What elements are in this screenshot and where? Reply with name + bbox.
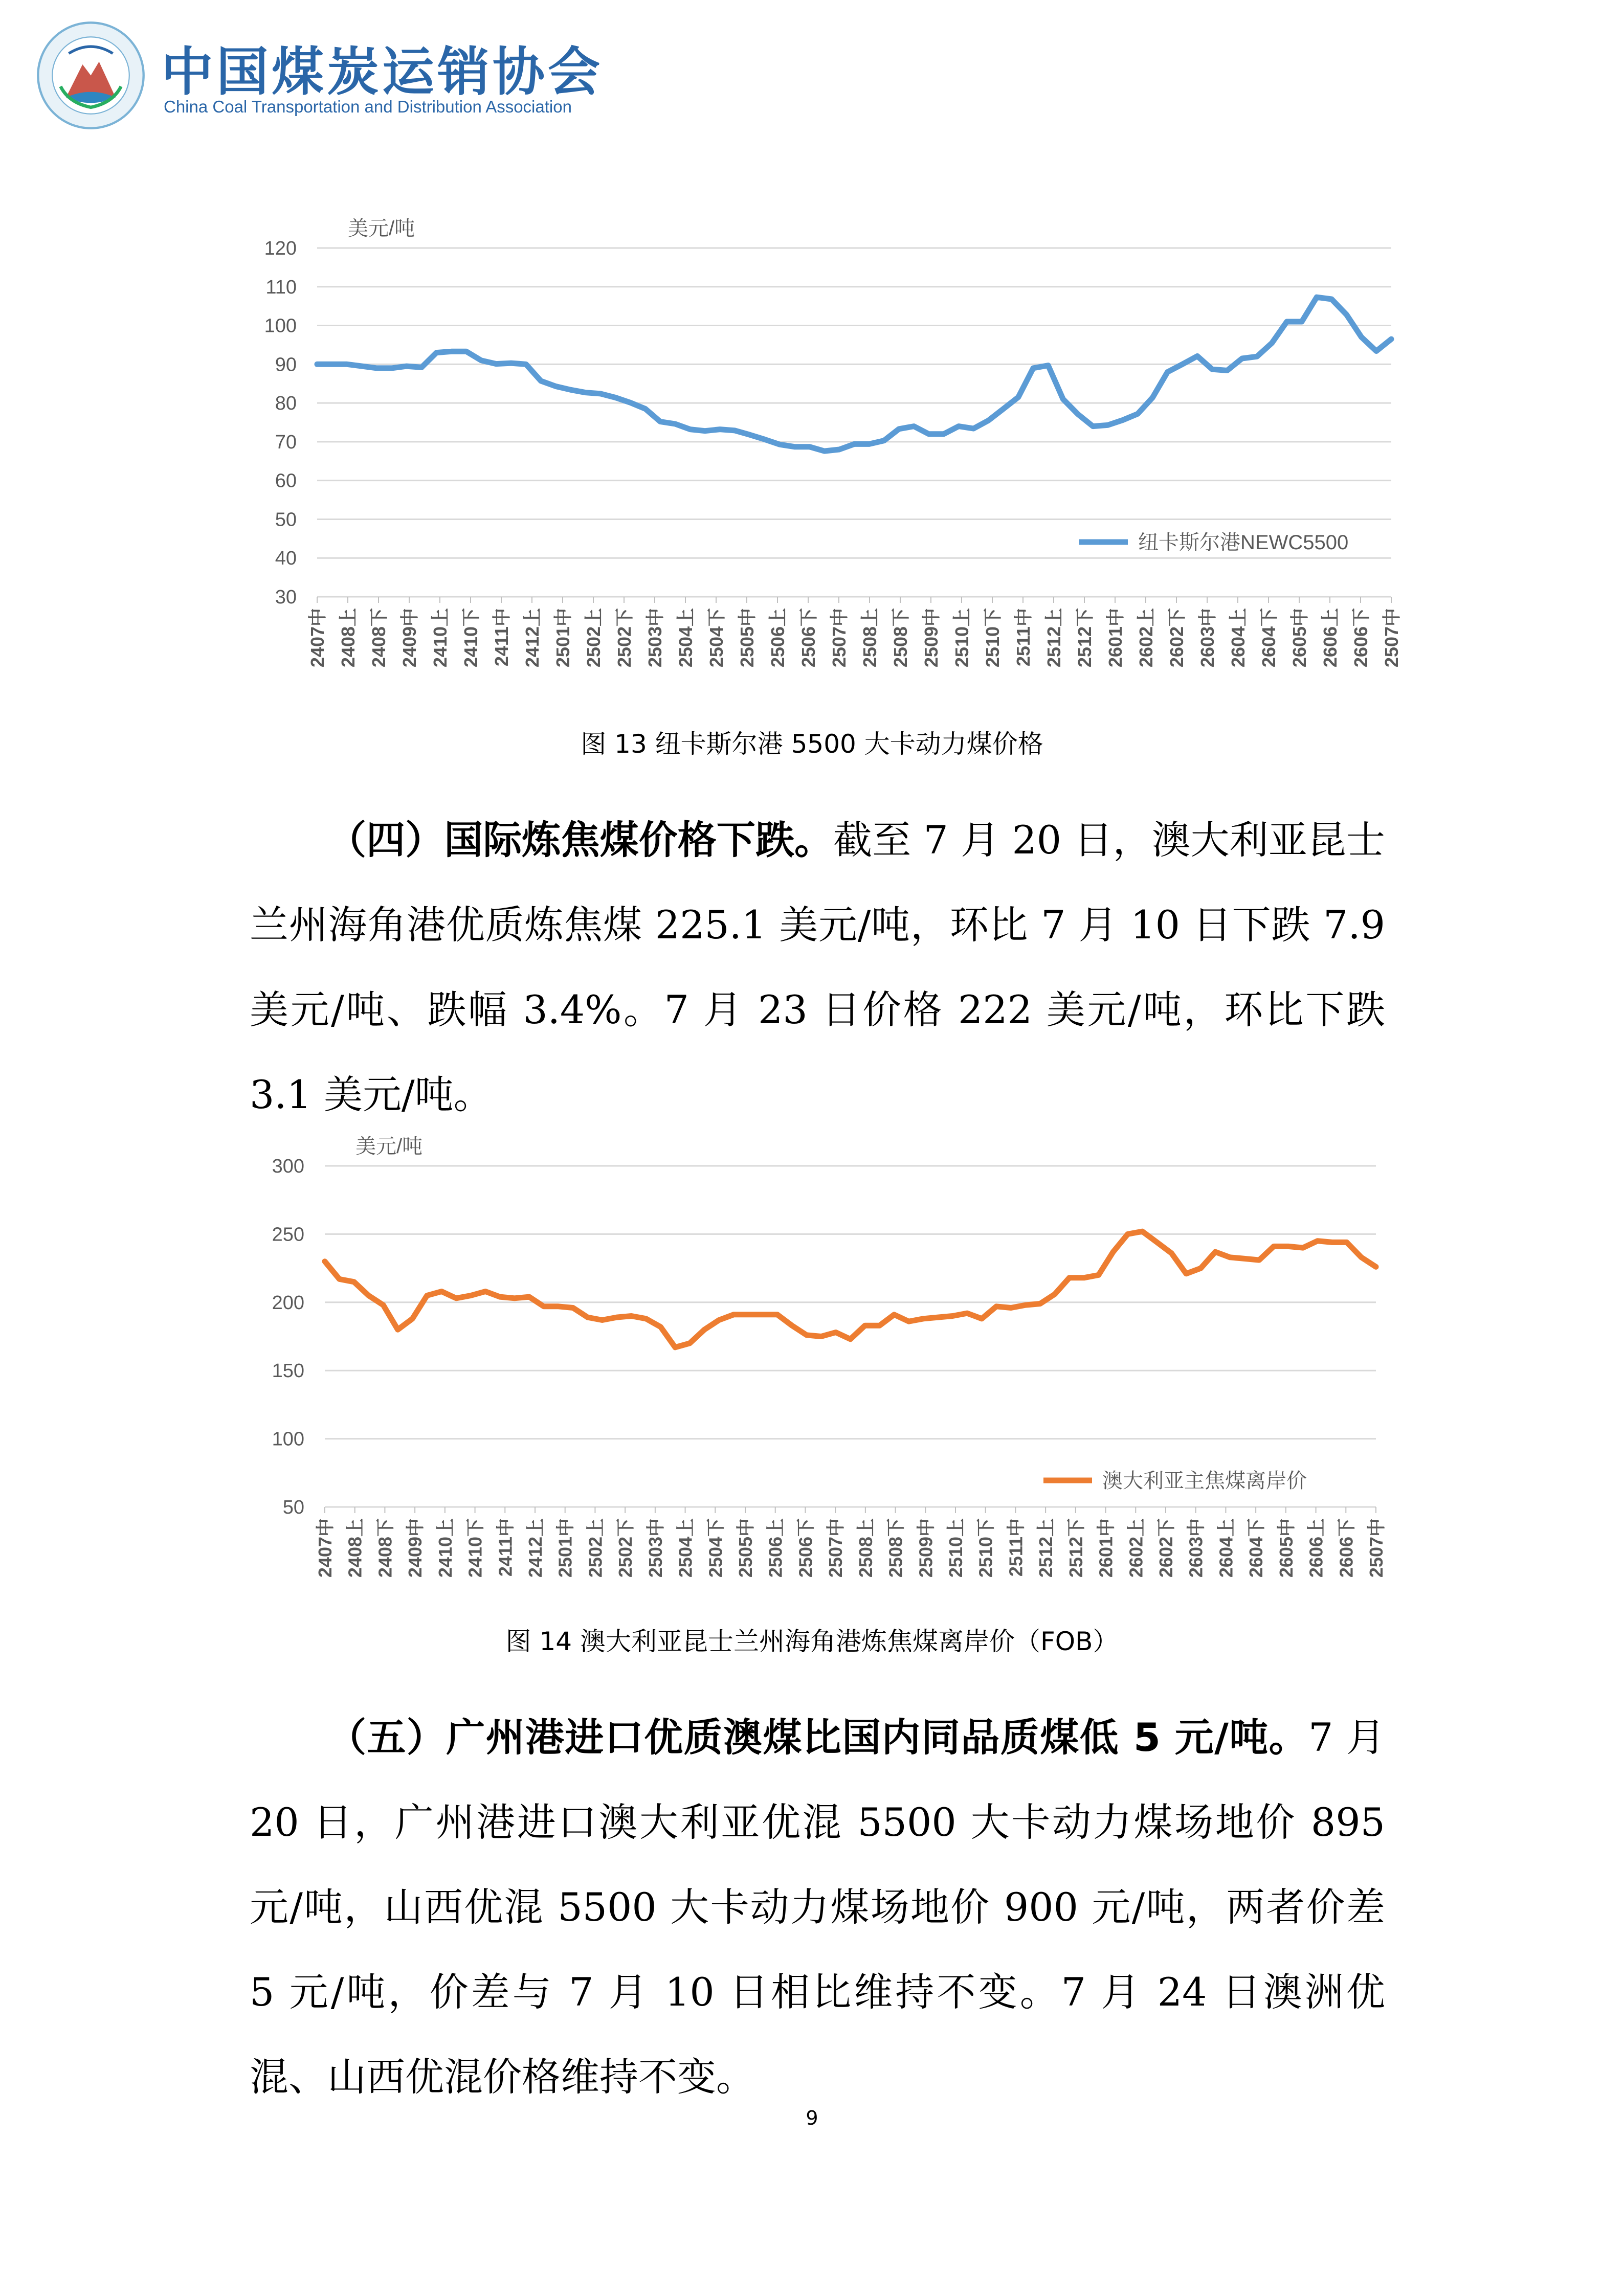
x-tick-label: 2506下 (798, 608, 819, 668)
x-tick-label: 2502上 (585, 1518, 606, 1578)
x-tick-label: 2506上 (767, 608, 788, 668)
x-tick-label: 2601中 (1105, 608, 1126, 668)
paragraph-text: 7 月 20 日，广州港进口澳大利亚优混 5500 大卡动力煤场地价 895 元/吨，山西优混 5500 大卡动力煤场地价 900 元/吨，两者价差 5 元/吨，价差与 7 月 10 日相比维持不变。7 月 24 日澳洲优混、山西优混价格维持不变。 (250, 1715, 1385, 2100)
x-tick-label: 2502下 (615, 1518, 636, 1578)
page-number: 9 (806, 2107, 818, 2129)
paragraph-lead: （四）国际炼焦煤价格下跌。 (327, 817, 834, 863)
x-tick-label: 2502下 (614, 608, 635, 668)
y-tick-label: 120 (264, 238, 297, 259)
x-tick-label: 2504下 (706, 608, 727, 668)
y-unit-label: 美元/吨 (348, 217, 415, 240)
x-tick-label: 2506上 (765, 1518, 786, 1578)
x-tick-label: 2408下 (374, 1518, 396, 1578)
x-tick-label: 2508上 (859, 608, 880, 668)
x-tick-label: 2510下 (982, 608, 1003, 668)
x-tick-label: 2501中 (552, 608, 573, 668)
y-tick-label: 60 (275, 470, 297, 492)
x-tick-label: 2602下 (1155, 1518, 1176, 1578)
x-tick-label: 2602上 (1136, 608, 1156, 668)
org-name-cn: 中国煤炭运销协会 (161, 41, 603, 103)
paragraph-lead: （五）广州港进口优质澳煤比国内同品质煤低 5 元/吨。 (327, 1715, 1309, 1760)
x-tick-label: 2509中 (915, 1518, 937, 1578)
x-tick-label: 2512下 (1065, 1518, 1086, 1578)
x-tick-label: 2407中 (307, 608, 328, 668)
x-tick-label: 2407中 (315, 1518, 336, 1578)
x-tick-label: 2412上 (525, 1518, 546, 1578)
x-tick-label: 2507中 (829, 608, 850, 668)
x-tick-label: 2511中 (1013, 608, 1034, 667)
x-tick-label: 2501中 (554, 1518, 576, 1578)
page-header (36, 20, 603, 133)
x-tick-label: 2510上 (951, 608, 972, 668)
x-tick-label: 2511中 (1005, 1518, 1027, 1577)
x-tick-label: 2508下 (890, 608, 911, 668)
x-tick-label: 2502上 (583, 608, 604, 668)
y-tick-label: 30 (275, 587, 297, 608)
x-tick-label: 2410下 (460, 608, 481, 668)
x-tick-label: 2507中 (1381, 608, 1402, 668)
y-tick-label: 40 (275, 548, 297, 570)
series-line (325, 1231, 1376, 1347)
x-tick-label: 2507中 (825, 1518, 847, 1578)
newc-price-chart (240, 210, 1417, 701)
x-tick-label: 2606上 (1305, 1518, 1327, 1578)
y-tick-label: 80 (275, 393, 297, 415)
x-tick-label: 2604下 (1258, 608, 1279, 668)
y-tick-label: 110 (265, 276, 297, 298)
figure-14-caption: 图 14 澳大利亚昆士兰州海角港炼焦煤离岸价（FOB） (505, 1627, 1119, 1656)
y-tick-label: 150 (272, 1360, 304, 1382)
x-tick-label: 2606下 (1336, 1518, 1357, 1578)
paragraph-guangzhou-port (250, 1695, 1385, 2120)
x-tick-label: 2512上 (1035, 1518, 1057, 1578)
y-unit-label: 美元/吨 (355, 1135, 423, 1158)
x-tick-label: 2604上 (1228, 608, 1249, 668)
x-tick-label: 2510下 (975, 1518, 996, 1578)
coking-coal-fob-chart-svg (240, 1135, 1417, 1603)
x-tick-label: 2408下 (368, 608, 389, 668)
x-tick-label: 2410上 (430, 608, 451, 668)
y-tick-label: 100 (272, 1428, 304, 1450)
x-tick-label: 2605中 (1275, 1518, 1297, 1578)
x-tick-label: 2602上 (1125, 1518, 1147, 1578)
x-tick-label: 2503中 (644, 1518, 666, 1578)
legend-label: 纽卡斯尔港NEWC5500 (1138, 531, 1349, 554)
legend-label: 澳大利亚主焦煤离岸价 (1102, 1470, 1307, 1492)
coking-coal-fob-chart (240, 1135, 1417, 1603)
y-tick-label: 70 (275, 431, 297, 453)
x-tick-label: 2411中 (491, 608, 512, 667)
x-tick-label: 2412上 (522, 608, 543, 668)
x-tick-label: 2604下 (1245, 1518, 1267, 1578)
x-tick-label: 2506下 (795, 1518, 816, 1578)
association-logo (36, 20, 146, 130)
x-tick-label: 2505中 (737, 608, 758, 668)
y-tick-label: 200 (272, 1292, 304, 1314)
x-tick-label: 2606下 (1350, 608, 1371, 668)
y-tick-label: 50 (282, 1497, 304, 1518)
x-tick-label: 2411中 (495, 1518, 516, 1577)
x-tick-label: 2508上 (855, 1518, 876, 1578)
x-tick-label: 2504上 (675, 1518, 696, 1578)
y-tick-label: 300 (272, 1156, 304, 1177)
x-tick-label: 2510上 (945, 1518, 966, 1578)
y-tick-label: 50 (275, 509, 297, 531)
series-line (317, 297, 1391, 451)
y-tick-label: 90 (275, 354, 297, 376)
x-tick-label: 2507中 (1366, 1518, 1387, 1578)
x-tick-label: 2503中 (644, 608, 665, 668)
x-tick-label: 2410下 (464, 1518, 486, 1578)
x-tick-label: 2605中 (1289, 608, 1310, 668)
x-tick-label: 2508下 (885, 1518, 906, 1578)
paragraph-text: 截至 7 月 20 日，澳大利亚昆士兰州海角港优质炼焦煤 225.1 美元/吨，环比 7 月 10 日下跌 7.9 美元/吨、跌幅 3.4%。7 月 23 日价格 222 美元/吨，环比下跌 3.1 美元/吨。 (250, 817, 1385, 1117)
x-tick-label: 2505中 (735, 1518, 756, 1578)
x-tick-label: 2603中 (1197, 608, 1218, 668)
paragraph-coking-coal (250, 798, 1385, 1137)
x-tick-label: 2606上 (1320, 608, 1341, 668)
figure-13-caption: 图 13 纽卡斯尔港 5500 大卡动力煤价格 (581, 729, 1043, 759)
x-tick-label: 2509中 (921, 608, 942, 668)
x-tick-label: 2512上 (1043, 608, 1064, 668)
org-name-en: China Coal Transportation and Distribution Association (164, 97, 572, 116)
x-tick-label: 2602下 (1166, 608, 1187, 668)
newc-price-chart-svg (240, 210, 1417, 701)
x-tick-label: 2604上 (1215, 1518, 1237, 1578)
y-tick-label: 250 (272, 1224, 304, 1246)
x-tick-label: 2504下 (705, 1518, 726, 1578)
x-tick-label: 2409中 (399, 608, 420, 668)
x-tick-label: 2408上 (338, 608, 359, 668)
x-tick-label: 2504上 (675, 608, 696, 668)
x-tick-label: 2601中 (1095, 1518, 1117, 1578)
x-tick-label: 2410上 (434, 1518, 456, 1578)
y-tick-label: 100 (264, 315, 297, 337)
x-tick-label: 2603中 (1185, 1518, 1207, 1578)
x-tick-label: 2512下 (1074, 608, 1095, 668)
x-tick-label: 2408上 (344, 1518, 366, 1578)
x-tick-label: 2409中 (405, 1518, 426, 1578)
